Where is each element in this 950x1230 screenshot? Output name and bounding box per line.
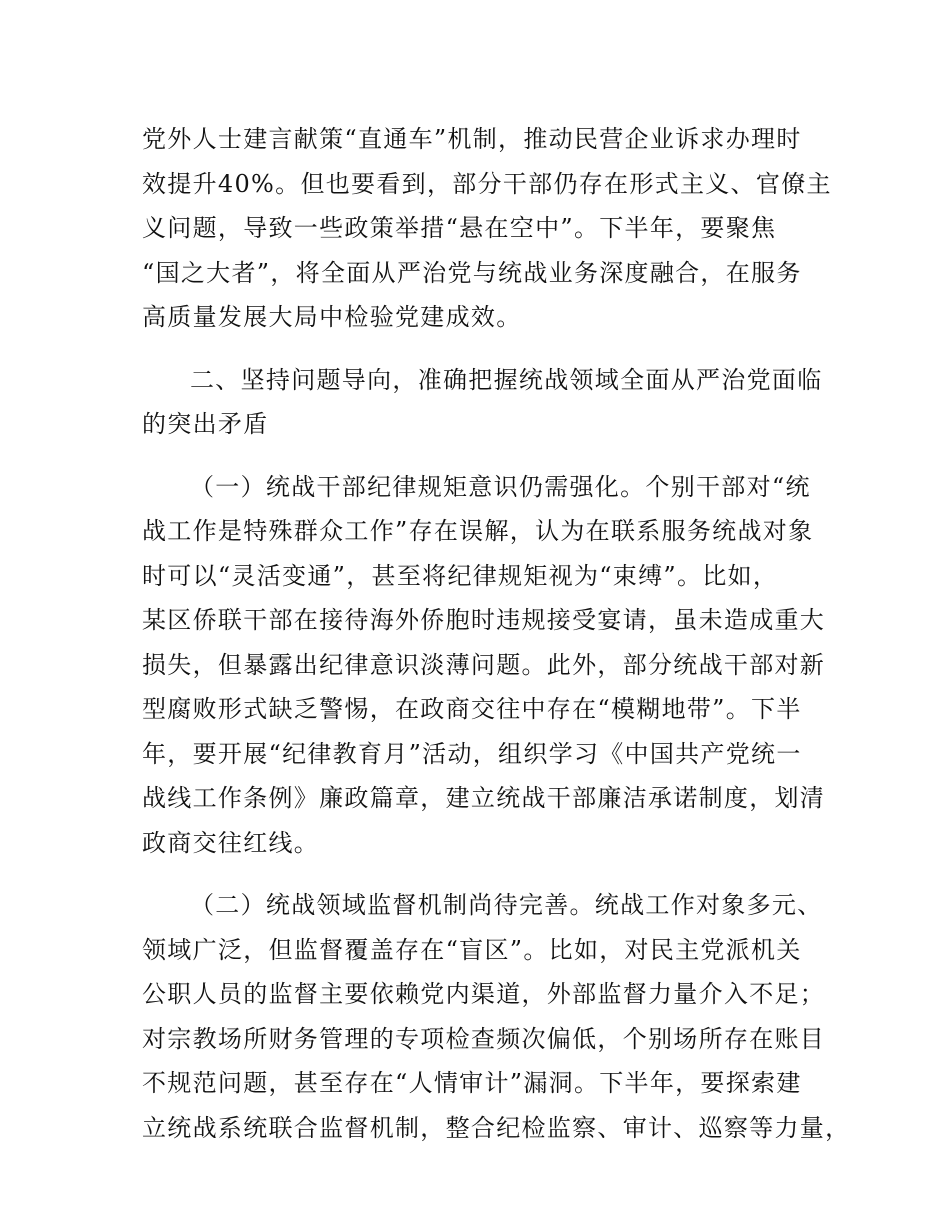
text-line: 立统战系统联合监督机制，整合纪检监察、审计、巡察等力量， — [142, 1113, 851, 1142]
paragraph-intro — [142, 117, 832, 340]
text-line: 战工作是特殊群众工作”存在误解，认为在联系服务统战对象 — [142, 517, 814, 545]
text-line: （一）统战干部纪律规矩意识仍需强化。个别干部对“统 — [190, 472, 811, 501]
section-heading — [142, 358, 823, 447]
text-line: 效提升40%。但也要看到，部分干部仍存在形式主义、官僚主 — [142, 169, 832, 198]
text-line: 义问题，导致一些政策举措“悬在空中”。下半年，要聚焦 — [142, 214, 777, 242]
text-line: 的突出矛盾 — [142, 410, 269, 438]
text-line: 政商交往红线。 — [142, 828, 320, 857]
text-line: 高质量发展大局中检验党建成效。 — [142, 303, 522, 331]
paragraph-supervision — [142, 883, 851, 1150]
text-line: 年，要开展“纪律教育月”活动，组织学习《中国共产党统一 — [142, 739, 802, 768]
text-line: 公职人员的监督主要依赖党内渠道，外部监督力量介入不足； — [142, 980, 826, 1008]
text-line: “国之大者”，将全面从严治党与统战业务深度融合，在服务 — [142, 258, 802, 287]
text-line: 时可以“灵活变通”，甚至将纪律规矩视为“束缚”。比如， — [142, 561, 779, 590]
text-line: 对宗教场所财务管理的专项检查频次偏低，个别场所存在账目 — [142, 1024, 826, 1053]
text-line: 损失，但暴露出纪律意识淡薄问题。此外，部分统战干部对新 — [142, 650, 826, 679]
text-line: 党外人士建言献策“直通车”机制，推动民营企业诉求办理时 — [142, 125, 802, 153]
document-body — [142, 117, 851, 1168]
text-line: 战线工作条例》廉政篇章，建立统战干部廉洁承诺制度，划清 — [142, 784, 826, 812]
text-line: 不规范问题，甚至存在“人情审计”漏洞。下半年，要探索建 — [142, 1069, 802, 1097]
text-line: 领域广泛，但监督覆盖存在“盲区”。比如，对民主党派机关 — [142, 935, 802, 964]
text-line: （二）统战领域监督机制尚待完善。统战工作对象多元、 — [190, 891, 823, 919]
text-line: 二、坚持问题导向，准确把握统战领域全面从严治党面临 — [190, 365, 823, 394]
text-line: 型腐败形式缺乏警惕，在政商交往中存在“模糊地带”。下半 — [142, 695, 802, 723]
text-line: 某区侨联干部在接待海外侨胞时违规接受宴请，虽未造成重大 — [142, 606, 826, 634]
paragraph-discipline — [142, 465, 826, 866]
